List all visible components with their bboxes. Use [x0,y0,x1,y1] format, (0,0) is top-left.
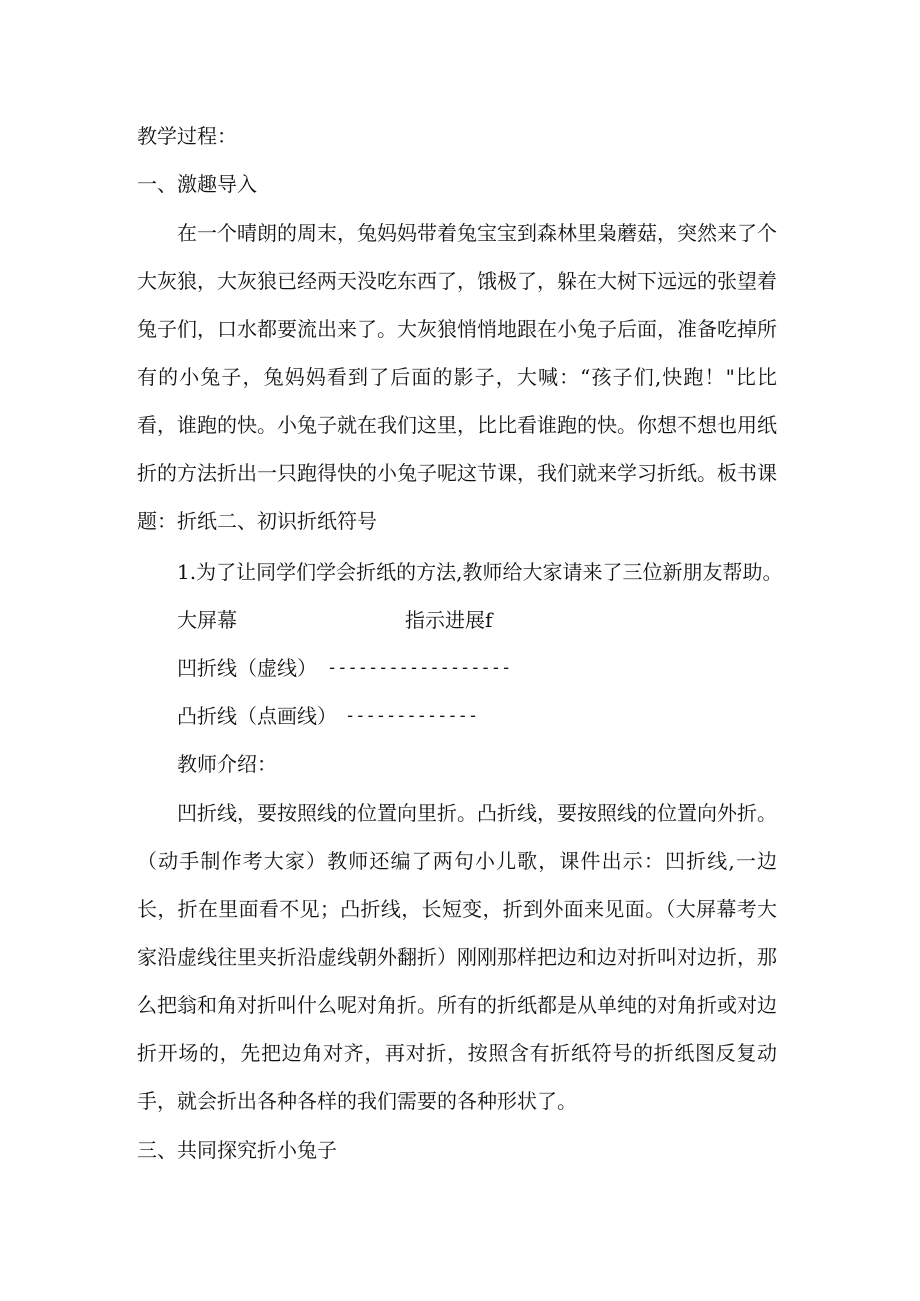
mountain-fold-line: ------------- [345,706,479,726]
valley-fold-label: 凹折线（虚线） [177,656,317,680]
explanation-paragraph: 凹折线，要按照线的位置向里折。凸折线，要按照线的位置向外折。（动手制作考大家）教师还编了两句小儿歌，课件出示：凹折线,一边长，折在里面看不见；凸折线，长短变，折到外面来见面。（大屏幕考大家沿虚线往里夹折沿虚线朝外翻折）刚刚那样把边和边对折叫对边折，那么把翁和角对折叫什么呢对角折。所有的折纸都是从单纯的对角折或对边折开场的，先把边角对齐，再对折，按照含有折纸符号的折纸图反复动手，就会折出各种各样的我们需要的各种形状了。 [137,801,777,1113]
mountain-fold-label: 凸折线（点画线） [177,704,337,728]
section1-heading: 一、激趣导入 [137,172,257,196]
process-heading: 教学过程： [137,124,237,148]
teacher-intro-label: 教师介绍： [177,752,277,776]
list-item-1: 1.为了让同学们学会折纸的方法,教师给大家请来了三位新朋友帮助。 [177,560,783,584]
screen-label: 大屏幕 [177,608,237,632]
section3-heading: 三、共同探究折小兔子 [137,1138,337,1162]
valley-fold-line: ------------------ [327,658,512,678]
intro-paragraph: 在一个晴朗的周末，兔妈妈带着兔宝宝到森林里枭蘑菇，突然来了个大灰狼，大灰狼已经两天没吃东西了，饿极了，躲在大树下远远的张望着兔子们，口水都要流出来了。大灰狼悄悄地跟在小兔子后面，准备吃掉所有的小兔子，兔妈妈看到了后面的影子，大喊：“孩子们,快跑！"比比看，谁跑的快。小兔子就在我们这里，比比看谁跑的快。你想不想也用纸折的方法折出一只跑得快的小兔子呢这节课，我们就来学习折纸。板书课题：折纸二、初识折纸符号 [137,221,777,533]
screen-instruction: 指示进展f [405,608,493,632]
